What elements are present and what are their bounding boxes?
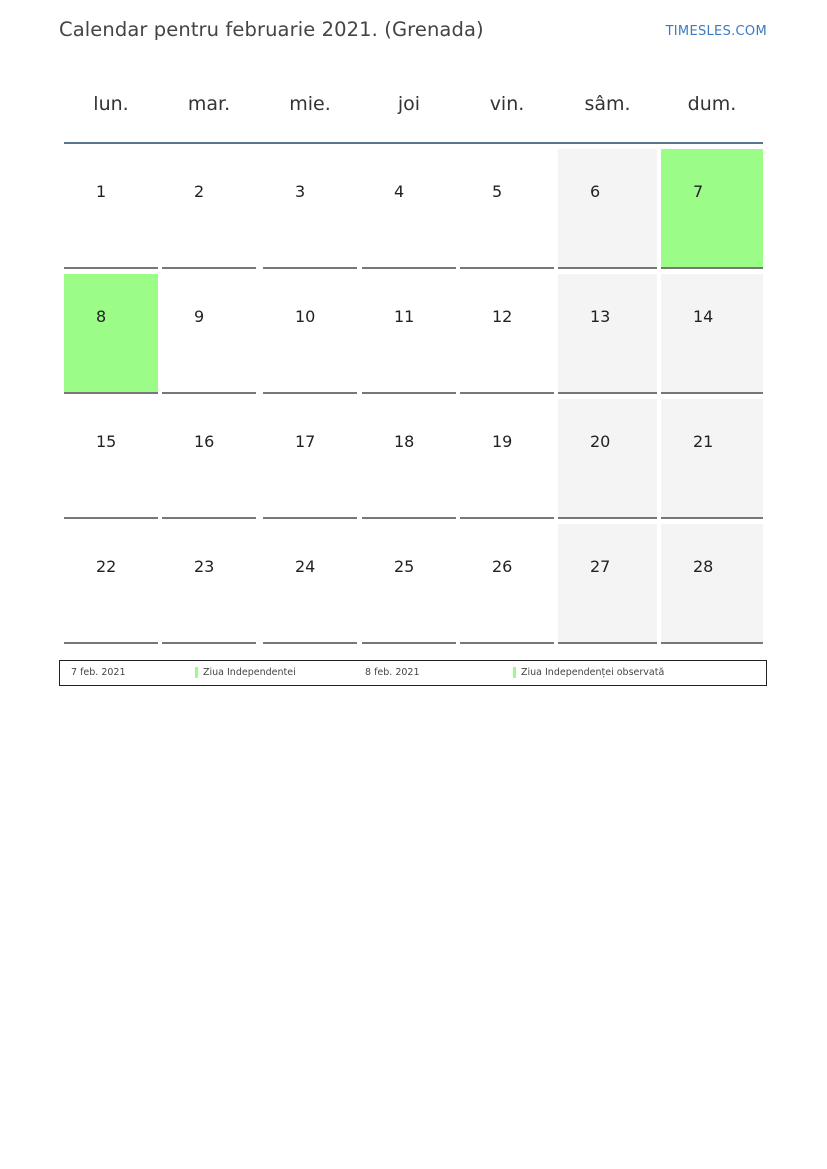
weekday-label: joi [397,93,421,115]
day-cell [362,399,456,519]
day-number: 17 [295,432,316,451]
weekday-label: vin. [489,93,525,115]
day-cell [362,524,456,644]
calendar-week-row [64,269,763,394]
day-cell [64,399,158,519]
day-cell [661,274,763,394]
day-number: 20 [590,432,611,451]
day-number: 2 [194,182,205,201]
day-number: 16 [194,432,215,451]
day-cell [362,149,456,269]
holiday-day-cell [64,274,158,394]
day-number: 19 [492,432,513,451]
day-number: 15 [96,432,117,451]
holiday-legend [59,660,767,686]
day-number: 22 [96,557,117,576]
holiday-color-marker [195,667,198,678]
calendar-week-row [64,144,763,269]
weekday-label: dum. [687,93,737,115]
weekday-label: mar. [187,93,231,115]
day-cell [64,524,158,644]
day-cell [162,524,256,644]
day-number: 28 [693,557,714,576]
day-number: 7 [693,182,704,201]
day-cell [661,399,763,519]
day-cell [558,399,657,519]
day-number: 10 [295,307,316,326]
day-number: 3 [295,182,306,201]
weekday-label: lun. [93,93,129,115]
weekday-header-row [64,70,763,144]
day-number: 9 [194,307,205,326]
legend-holiday-name: Ziua Independenței observată [521,667,665,678]
day-cell [558,149,657,269]
day-cell [661,524,763,644]
day-cell [558,524,657,644]
day-cell [558,274,657,394]
brand-link[interactable]: TIMESLES.COM [665,24,767,39]
legend-date: 7 feb. 2021 [71,667,126,678]
calendar-week-row [64,519,763,644]
day-number: 12 [492,307,513,326]
day-cell [460,524,554,644]
weekday-label: sâm. [584,93,631,115]
day-cell [162,274,256,394]
calendar-header [64,70,763,144]
day-number: 26 [492,557,513,576]
day-cell [263,149,357,269]
day-cell [460,149,554,269]
day-number: 8 [96,307,107,326]
legend-holiday-name: Ziua Independentei [203,667,296,678]
day-cell [263,399,357,519]
page-title: Calendar pentru februarie 2021. (Grenada) [59,18,484,41]
legend-date: 8 feb. 2021 [365,667,420,678]
calendar-week-row [64,394,763,519]
day-cell [263,274,357,394]
day-cell [64,149,158,269]
day-cell [263,524,357,644]
day-number: 18 [394,432,415,451]
day-number: 5 [492,182,503,201]
day-number: 1 [96,182,107,201]
day-number: 24 [295,557,316,576]
day-cell [162,149,256,269]
day-cell [460,274,554,394]
day-number: 14 [693,307,714,326]
day-number: 13 [590,307,611,326]
holiday-color-marker [513,667,516,678]
day-cell [460,399,554,519]
holiday-day-cell [661,149,763,269]
day-number: 23 [194,557,215,576]
day-number: 4 [394,182,405,201]
day-number: 11 [394,307,415,326]
day-number: 27 [590,557,611,576]
day-cell [162,399,256,519]
day-number: 21 [693,432,714,451]
day-cell [362,274,456,394]
weekday-label: mie. [289,93,331,115]
day-number: 6 [590,182,601,201]
day-number: 25 [394,557,415,576]
